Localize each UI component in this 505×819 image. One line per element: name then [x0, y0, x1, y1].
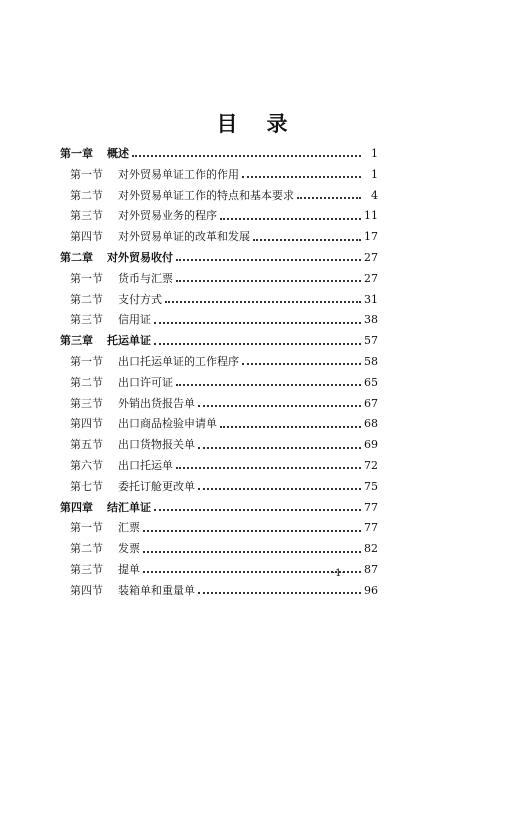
toc-entry-page: 65: [364, 375, 378, 389]
page-title: [0, 108, 505, 138]
toc-chapter-entry: [60, 248, 378, 269]
toc-section-entry: [60, 518, 378, 539]
toc-entry-page: 58: [364, 354, 378, 368]
footer-page-number: ·1·: [332, 568, 345, 579]
toc-entry-title: 委托订舱更改单: [118, 479, 195, 493]
toc-entry-number: 第六节: [70, 458, 103, 472]
toc-entry-page: 82: [364, 542, 378, 556]
toc-entry-title: 对外贸易单证工作的特点和基本要求: [118, 188, 294, 202]
toc-entry-page: 1: [371, 147, 378, 160]
toc-entry-title: 汇票: [118, 521, 140, 535]
toc-chapter-entry: [60, 144, 378, 165]
toc-entry-page: 96: [364, 583, 378, 597]
toc-entry-number: 第一节: [70, 521, 103, 535]
toc-section-entry: [60, 560, 378, 581]
toc-entry-number: 第五节: [70, 438, 103, 452]
toc-entry-title: 装箱单和重量单: [118, 583, 195, 597]
toc-entry-number: 第三节: [70, 313, 103, 327]
toc-section-entry: [60, 456, 378, 477]
toc-entry-title: 出口托运单证的工作程序: [118, 354, 239, 368]
leader-dots: [198, 447, 361, 449]
toc-entry-number: 第二节: [70, 375, 103, 389]
toc-entry-title: 出口许可证: [118, 375, 173, 389]
toc-entry-title: 外销出货报告单: [118, 396, 195, 410]
toc-entry-number: 第七节: [70, 479, 103, 493]
toc-section-entry: [60, 477, 378, 498]
toc-entry-page: 68: [364, 417, 378, 431]
leader-dots: [198, 405, 361, 407]
leader-dots: [297, 197, 361, 199]
leader-dots: [198, 592, 361, 594]
toc-section-entry: [60, 352, 378, 373]
toc-entry-title: 概述: [107, 147, 129, 160]
toc-entry-number: 第二章: [60, 250, 93, 264]
toc-entry-title: 对外贸易单证工作的作用: [118, 167, 239, 181]
toc-section-entry: [60, 414, 378, 435]
toc-entry-number: 第一节: [70, 271, 103, 285]
toc-entry-number: 第四节: [70, 230, 103, 244]
toc-section-entry: [60, 206, 378, 227]
toc-section-entry: [60, 310, 378, 331]
leader-dots: [198, 488, 361, 490]
toc-entry-number: 第四章: [60, 500, 93, 514]
toc-entry-page: 31: [364, 292, 378, 306]
toc-entry-number: 第二节: [70, 292, 103, 306]
table-of-contents: [60, 144, 378, 602]
toc-entry-title: 出口托运单: [118, 458, 173, 472]
leader-dots: [132, 155, 361, 157]
leader-dots: [242, 363, 361, 365]
leader-dots: [176, 384, 361, 386]
toc-entry-page: 87: [364, 562, 378, 576]
toc-section-entry: [60, 165, 378, 186]
toc-section-entry: [60, 227, 378, 248]
leader-dots: [165, 301, 361, 303]
toc-section-entry: [60, 373, 378, 394]
toc-entry-title: 信用证: [118, 313, 151, 327]
toc-entry-number: 第四节: [70, 417, 103, 431]
toc-entry-page: 72: [364, 458, 378, 472]
toc-entry-title: 结汇单证: [107, 500, 151, 514]
toc-section-entry: [60, 186, 378, 207]
toc-entry-number: 第三章: [60, 334, 93, 348]
leader-dots: [176, 259, 361, 261]
toc-section-entry: [60, 269, 378, 290]
toc-entry-page: 38: [364, 313, 378, 327]
leader-dots: [143, 571, 361, 573]
toc-entry-number: 第二节: [70, 542, 103, 556]
leader-dots: [154, 509, 361, 511]
toc-entry-title: 对外贸易单证的改革和发展: [118, 230, 250, 244]
toc-section-entry: [60, 290, 378, 311]
toc-entry-title: 提单: [118, 562, 140, 576]
toc-entry-title: 支付方式: [118, 292, 162, 306]
toc-entry-title: 对外贸易业务的程序: [118, 209, 217, 223]
toc-entry-number: 第一节: [70, 167, 103, 181]
toc-entry-title: 发票: [118, 542, 140, 556]
title-char-1: 目: [216, 112, 239, 136]
leader-dots: [143, 530, 361, 532]
toc-entry-page: 11: [364, 209, 378, 223]
toc-entry-page: 75: [364, 479, 378, 493]
toc-entry-page: 27: [364, 271, 378, 285]
leader-dots: [253, 239, 361, 241]
toc-section-entry: [60, 581, 378, 602]
leader-dots: [154, 343, 361, 345]
toc-section-entry: [60, 394, 378, 415]
toc-chapter-entry: [60, 331, 378, 352]
toc-entry-title: 货币与汇票: [118, 271, 173, 285]
leader-dots: [176, 467, 361, 469]
title-char-2: 录: [266, 112, 289, 136]
toc-entry-title: 出口货物报关单: [118, 438, 195, 452]
toc-entry-number: 第三节: [70, 562, 103, 576]
toc-entry-number: 第三节: [70, 396, 103, 410]
toc-entry-number: 第一节: [70, 354, 103, 368]
toc-entry-page: 77: [364, 521, 378, 535]
leader-dots: [154, 322, 361, 324]
toc-entry-page: 1: [371, 167, 378, 181]
leader-dots: [220, 218, 361, 220]
toc-entry-title: 对外贸易收付: [107, 250, 173, 264]
toc-entry-page: 69: [364, 438, 378, 452]
leader-dots: [220, 426, 361, 428]
leader-dots: [242, 176, 361, 178]
toc-entry-page: 77: [364, 500, 378, 514]
toc-entry-title: 托运单证: [107, 334, 151, 348]
toc-section-entry: [60, 539, 378, 560]
toc-entry-number: 第三节: [70, 209, 103, 223]
toc-entry-page: 17: [364, 230, 378, 244]
toc-entry-page: 4: [371, 188, 378, 202]
leader-dots: [143, 551, 361, 553]
toc-entry-page: 57: [364, 334, 378, 348]
toc-entry-number: 第二节: [70, 188, 103, 202]
toc-entry-title: 出口商品检验申请单: [118, 417, 217, 431]
toc-section-entry: [60, 435, 378, 456]
toc-chapter-entry: [60, 498, 378, 519]
leader-dots: [176, 280, 361, 282]
toc-entry-number: 第四节: [70, 583, 103, 597]
toc-entry-page: 67: [364, 396, 378, 410]
toc-entry-number: 第一章: [60, 147, 93, 160]
toc-entry-page: 27: [364, 250, 378, 264]
